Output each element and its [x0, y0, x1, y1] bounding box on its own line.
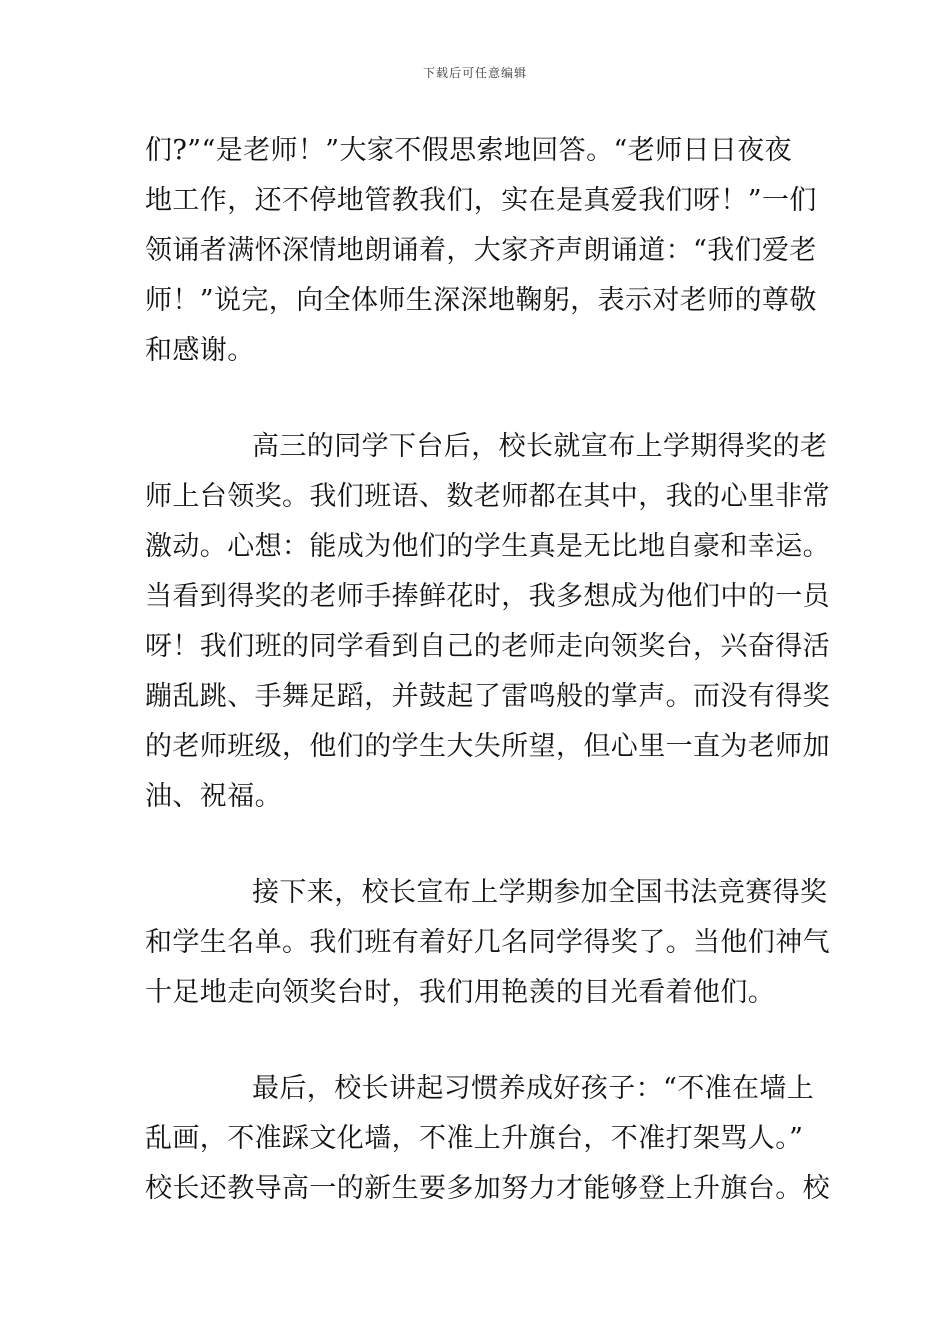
paragraph-2: [145, 422, 830, 822]
text-line: 蹦乱跳、手舞足蹈，并鼓起了雷鸣般的掌声。而没有得奖: [145, 681, 830, 712]
text-line: 地工作，还不停地管教我们，实在是真爱我们呀！”一们: [145, 185, 817, 216]
text-line: 乱画，不准踩文化墙，不准上升旗台，不准打架骂人。”: [145, 1123, 804, 1154]
text-line: 最后，校长讲起习惯养成好孩子：“不准在墙上: [252, 1073, 815, 1104]
paragraph-gap: [145, 376, 815, 422]
paragraph-gap: [145, 1018, 815, 1064]
paragraph-1: [145, 126, 815, 376]
text-line: 校长还教导高一的新生要多加努力才能够登上升旗台。校: [145, 1173, 830, 1204]
header-note: 下载后可任意编辑: [422, 66, 527, 80]
text-line: 呀！我们班的同学看到自己的老师走向领奖台，兴奋得活: [145, 631, 830, 662]
text-line: 激动。心想：能成为他们的学生真是无比地自豪和幸运。: [145, 531, 830, 562]
paragraph-4: [145, 1064, 830, 1214]
text-line: 十足地走向领奖台时，我们用艳羡的目光看着他们。: [145, 977, 776, 1008]
text-line: 的老师班级，他们的学生大失所望，但心里一直为老师加: [145, 731, 830, 762]
text-line: 当看到得奖的老师手捧鲜花时，我多想成为他们中的一员: [145, 581, 830, 612]
text-line: 高三的同学下台后，校长就宣布上学期得奖的老: [252, 431, 828, 462]
text-line: 和学生名单。我们班有着好几名同学得奖了。当他们神气: [145, 927, 830, 958]
text-line: 师上台领奖。我们班语、数老师都在其中，我的心里非常: [145, 481, 830, 512]
text-line: 领诵者满怀深情地朗诵着，大家齐声朗诵道：“我们爱老: [145, 235, 817, 266]
paragraph-3: [145, 868, 830, 1018]
text-line: 接下来，校长宣布上学期参加全国书法竞赛得奖: [252, 877, 828, 908]
text-line: 油、祝福。: [145, 781, 282, 812]
text-line: 师！”说完，向全体师生深深地鞠躬，表示对老师的尊敬: [145, 285, 817, 316]
text-line: 和感谢。: [145, 335, 255, 366]
text-line: 们?”“是老师！”大家不假思索地回答。“老师日日夜夜: [145, 135, 793, 166]
body-text: [145, 126, 830, 1214]
paragraph-gap: [145, 822, 815, 868]
